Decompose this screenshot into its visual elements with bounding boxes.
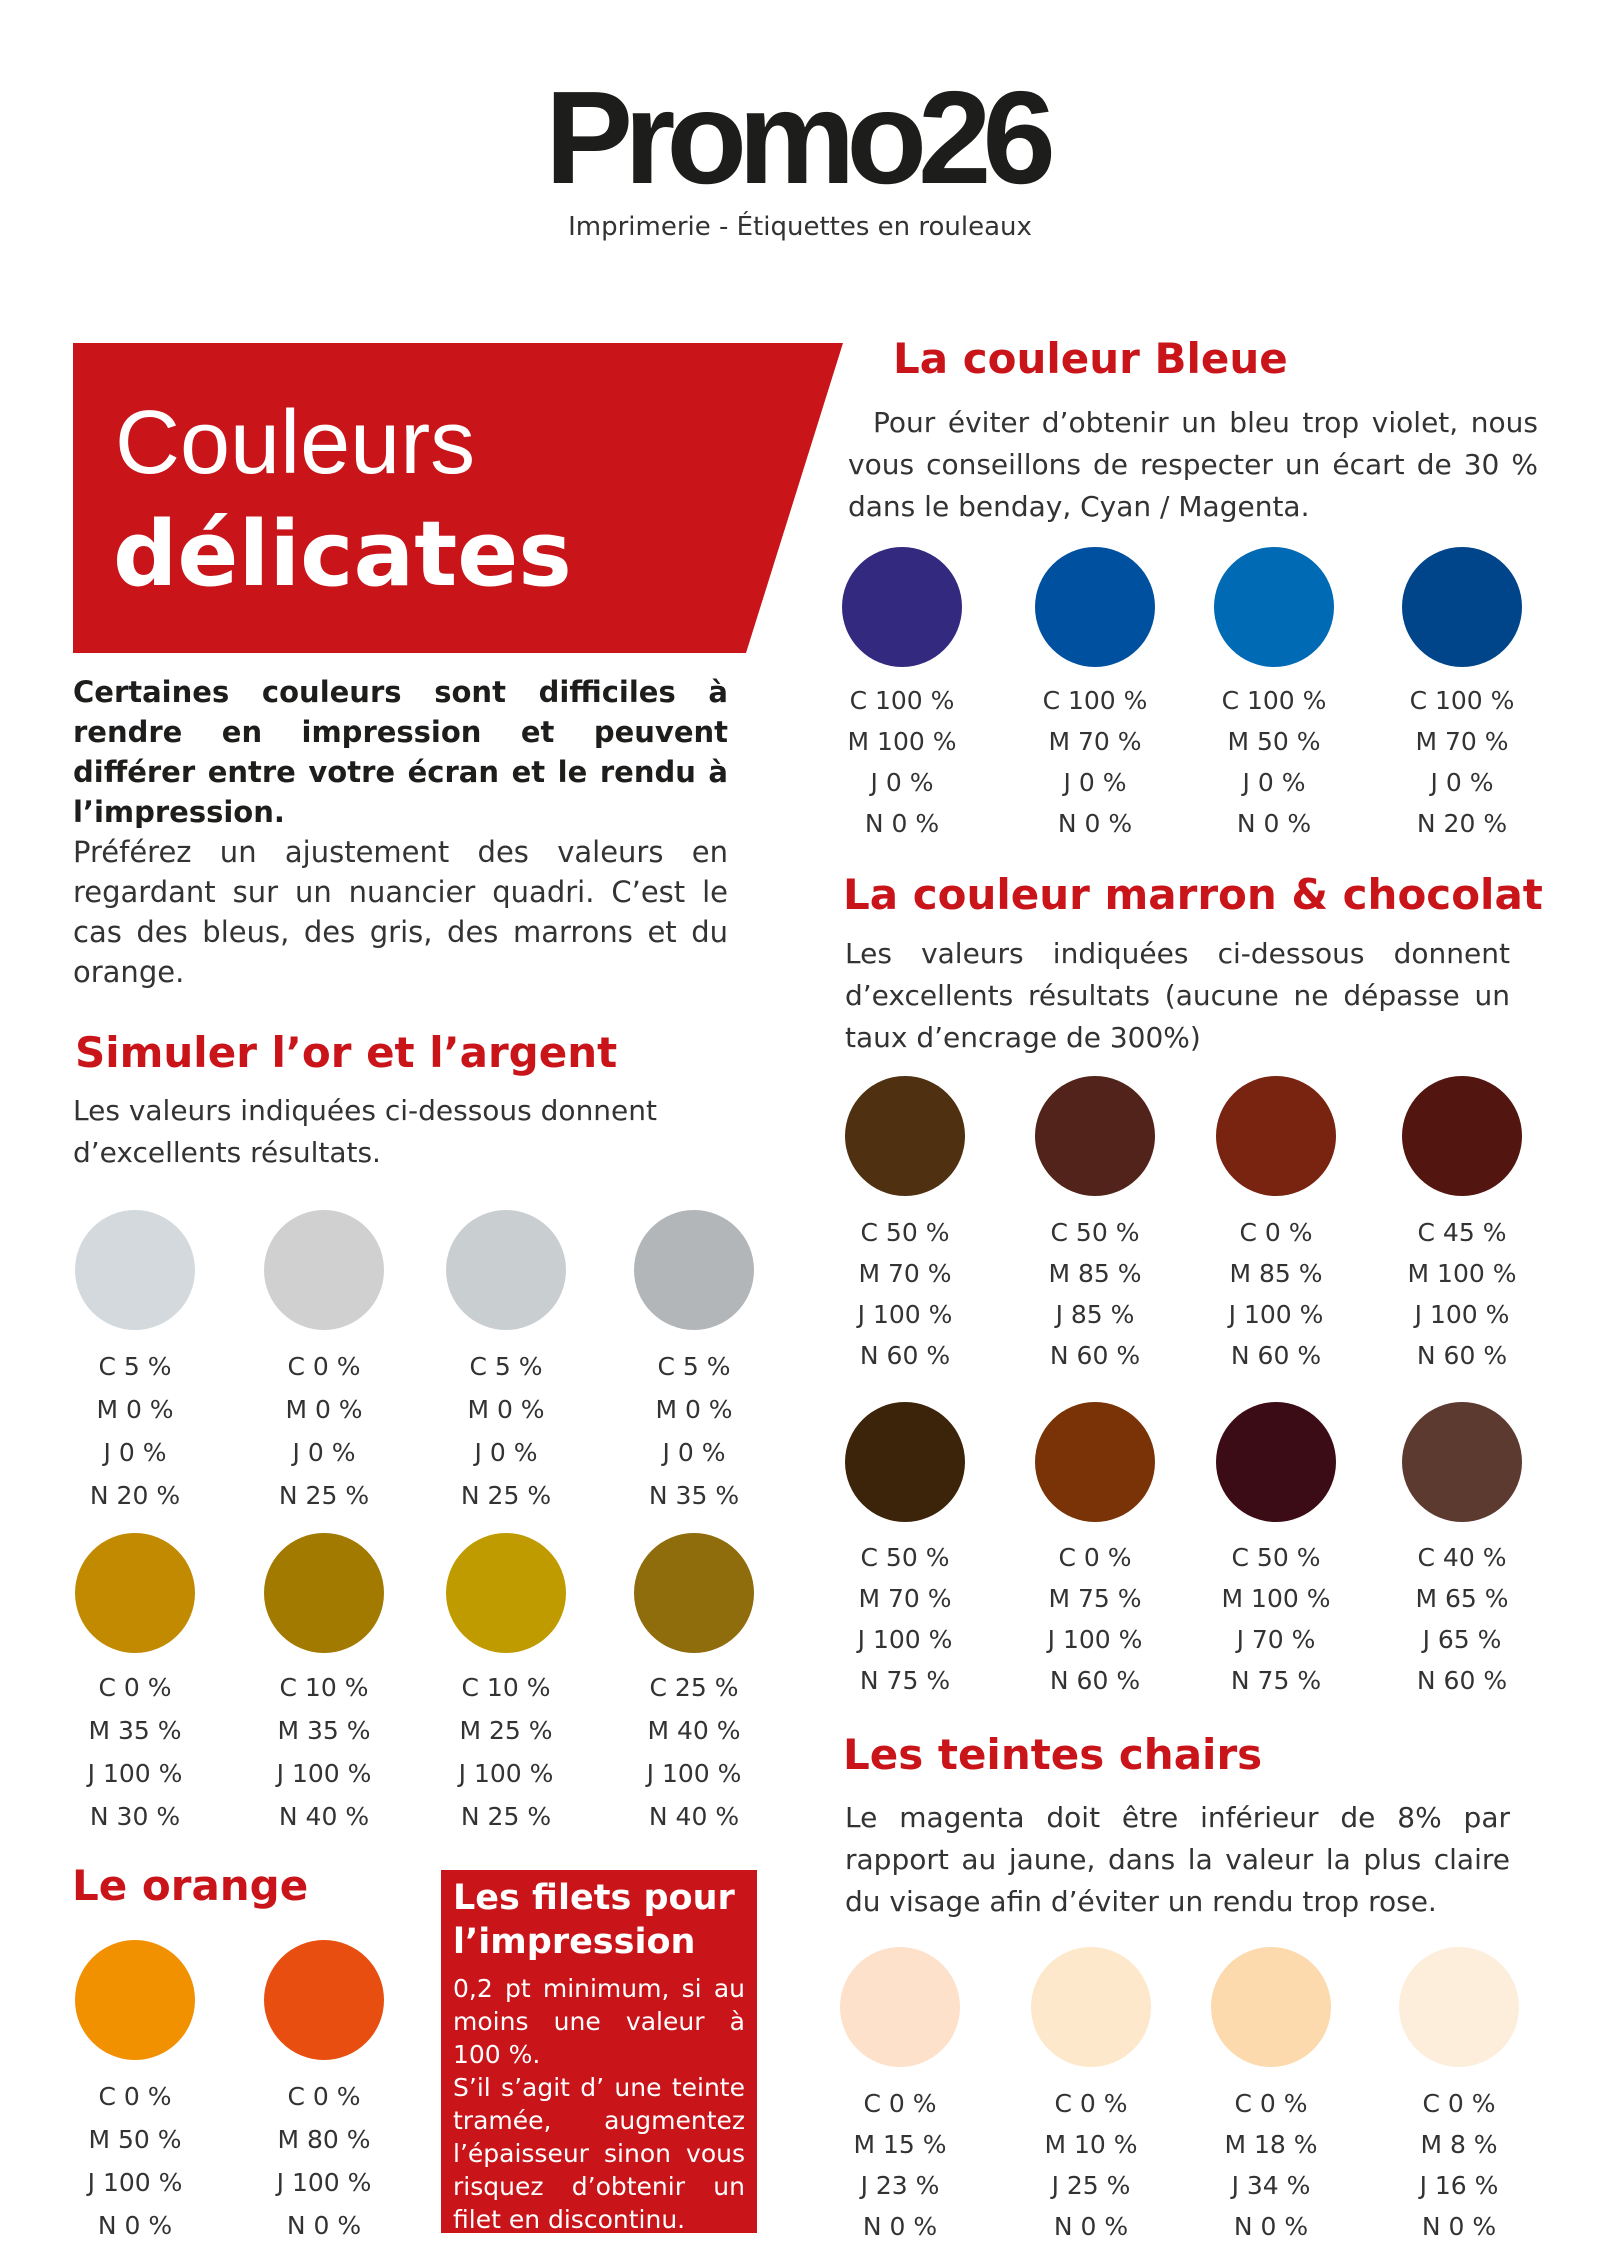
marron-swatch-label-m: M 100 % (1407, 1259, 1517, 1288)
or_argent-swatch-label-c: C 0 % (98, 1673, 172, 1702)
logo (545, 64, 1065, 211)
marron-swatch-label-n: N 75 % (1230, 1666, 1322, 1695)
marron-swatch-label-m: M 85 % (1229, 1259, 1323, 1288)
bleue-swatch-label-j: J 0 % (1430, 768, 1494, 797)
orange-swatch-label-j: J 100 % (87, 2168, 183, 2197)
chairs-swatch-label-m: M 18 % (1224, 2130, 1318, 2159)
or_argent-swatch-label-c: C 10 % (461, 1673, 551, 1702)
or_argent-swatch-label-n: N 35 % (648, 1481, 740, 1510)
chairs-swatch-label-n: N 0 % (1233, 2212, 1309, 2241)
or_argent-swatch-label-m: M 0 % (285, 1395, 363, 1424)
orange-swatch-label-n: N 0 % (286, 2211, 362, 2240)
filets-box (441, 1870, 757, 2233)
marron-swatch-label-c: C 40 % (1417, 1543, 1507, 1572)
orange-swatch-circle (75, 1940, 195, 2060)
bleue-swatch-label-m: M 70 % (1415, 727, 1509, 756)
marron-swatch-circle (1035, 1076, 1155, 1196)
marron-swatch-label-c: C 0 % (1058, 1543, 1132, 1572)
intro-bold: Certaines couleurs sont difficiles à rendre en impression et peuvent différer entre votre écran et le rendu à l’impression. (73, 675, 728, 829)
marron-swatch-label-j: J 65 % (1422, 1625, 1502, 1654)
marron-swatch-label-n: N 60 % (1230, 1341, 1322, 1370)
marron-swatch-label-m: M 70 % (858, 1584, 952, 1613)
marron-swatch-label-n: N 60 % (1416, 1666, 1508, 1695)
chairs-swatch-label-c: C 0 % (863, 2089, 937, 2118)
or_argent-swatch-label-j: J 0 % (662, 1438, 726, 1467)
chairs-swatch-circle (1399, 1947, 1519, 2067)
marron-swatch-label-j: J 70 % (1236, 1625, 1316, 1654)
text-chairs: Le magenta doit être inférieur de 8% par rapport au jaune, dans la valeur la plus claire du visage afin d’éviter un rendu trop rose. (845, 1801, 1510, 1918)
or_argent-swatch-label-m: M 35 % (88, 1716, 182, 1745)
or_argent-swatch-label-j: J 100 % (87, 1759, 183, 1788)
or_argent-swatch-label-m: M 0 % (96, 1395, 174, 1424)
or_argent-swatch-label-c: C 5 % (657, 1352, 731, 1381)
marron-swatch-label-j: J 85 % (1055, 1300, 1135, 1329)
or_argent-swatch-label-j: J 0 % (103, 1438, 167, 1467)
heading-orange: Le orange (72, 1861, 309, 1910)
orange-swatch-label-c: C 0 % (287, 2082, 361, 2111)
chairs-swatch-label-n: N 0 % (1421, 2212, 1497, 2241)
marron-swatch-circle (1035, 1402, 1155, 1522)
chairs-swatch-label-j: J 23 % (860, 2171, 940, 2200)
marron-swatch-label-c: C 50 % (1231, 1543, 1321, 1572)
marron-swatch-label-j: J 100 % (857, 1300, 953, 1329)
bleue-swatch-label-c: C 100 % (1042, 686, 1148, 715)
orange-swatch-label-m: M 50 % (88, 2125, 182, 2154)
orange-swatch-label-n: N 0 % (97, 2211, 173, 2240)
bleue-swatch-label-j: J 0 % (870, 768, 934, 797)
or_argent-swatch-label-j: J 100 % (458, 1759, 554, 1788)
banner-title-line1: Couleurs (115, 393, 476, 493)
chairs-swatch-circle (840, 1947, 960, 2067)
chairs-swatch-label-j: J 34 % (1231, 2171, 1311, 2200)
bleue-swatch-label-c: C 100 % (849, 686, 955, 715)
marron-swatch-label-j: J 100 % (1047, 1625, 1143, 1654)
or_argent-swatch-circle (75, 1210, 195, 1330)
marron-swatch-circle (1216, 1076, 1336, 1196)
or_argent-swatch-label-c: C 5 % (469, 1352, 543, 1381)
marron-swatch-label-j: J 100 % (1414, 1300, 1510, 1329)
bleue-swatch-label-m: M 100 % (847, 727, 957, 756)
marron-swatch-label-j: J 100 % (1228, 1300, 1324, 1329)
or_argent-swatch-label-c: C 0 % (287, 1352, 361, 1381)
orange-swatch-label-c: C 0 % (98, 2082, 172, 2111)
bleue-swatch-label-j: J 0 % (1242, 768, 1306, 797)
marron-swatch-label-j: J 100 % (857, 1625, 953, 1654)
marron-swatch-label-m: M 75 % (1048, 1584, 1142, 1613)
or_argent-swatch-label-m: M 0 % (467, 1395, 545, 1424)
bleue-swatch-label-j: J 0 % (1063, 768, 1127, 797)
marron-swatch-label-n: N 60 % (1049, 1341, 1141, 1370)
heading-bleue: La couleur Bleue (893, 334, 1288, 383)
chairs-swatch-label-c: C 0 % (1234, 2089, 1308, 2118)
or_argent-swatch-label-n: N 30 % (89, 1802, 181, 1831)
chairs-swatch-label-j: J 25 % (1051, 2171, 1131, 2200)
filets-text-1: 0,2 pt minimum, si au moins une valeur à 100 %. (453, 1974, 745, 2069)
or_argent-swatch-label-j: J 0 % (474, 1438, 538, 1467)
marron-swatch-circle (845, 1076, 965, 1196)
chairs-swatch-label-n: N 0 % (862, 2212, 938, 2241)
tagline: Imprimerie - Étiquettes en rouleaux (568, 212, 1032, 242)
bleue-swatch-label-n: N 0 % (864, 809, 940, 838)
or_argent-swatch-circle (264, 1210, 384, 1330)
or_argent-swatch-circle (634, 1533, 754, 1653)
marron-swatch-label-c: C 45 % (1417, 1218, 1507, 1247)
text-or-argent: Les valeurs indiquées ci-dessous donnent d’excellents résultats. (73, 1094, 658, 1169)
orange-swatch-label-j: J 100 % (276, 2168, 372, 2197)
bleue-swatch-label-m: M 70 % (1048, 727, 1142, 756)
or_argent-swatch-circle (264, 1533, 384, 1653)
marron-swatch-label-m: M 65 % (1415, 1584, 1509, 1613)
or_argent-swatch-label-c: C 5 % (98, 1352, 172, 1381)
marron-swatch-label-n: N 60 % (1416, 1341, 1508, 1370)
bleue-swatch-circle (1035, 547, 1155, 667)
bleue-swatch-label-n: N 0 % (1057, 809, 1133, 838)
marron-swatch-label-c: C 50 % (860, 1218, 950, 1247)
intro-normal: Préférez un ajustement des valeurs en regardant sur un nuancier quadri. C’est le cas des bleus, des gris, des marrons et du orange. (73, 835, 728, 989)
logo-text: Promo26 (545, 64, 1047, 211)
or_argent-swatch-circle (75, 1533, 195, 1653)
marron-swatch-label-m: M 85 % (1048, 1259, 1142, 1288)
bleue-swatch-circle (842, 547, 962, 667)
text-bleue: Pour éviter d’obtenir un bleu trop violet, nous vous conseillons de respecter un écart de 30 % dans le benday, Cyan / Magenta. (848, 406, 1538, 523)
orange-swatch-label-m: M 80 % (277, 2125, 371, 2154)
bleue-swatch-circle (1214, 547, 1334, 667)
bleue-swatch-label-c: C 100 % (1409, 686, 1515, 715)
or_argent-swatch-label-m: M 40 % (647, 1716, 741, 1745)
or_argent-swatch-label-n: N 20 % (89, 1481, 181, 1510)
bleue-swatch-label-n: N 0 % (1236, 809, 1312, 838)
chairs-swatch-label-c: C 0 % (1054, 2089, 1128, 2118)
bleue-swatch-label-n: N 20 % (1416, 809, 1508, 838)
filets-title: Les filets pour l’impression (453, 1878, 735, 1962)
heading-marron: La couleur marron & chocolat (843, 870, 1543, 919)
or_argent-swatch-label-c: C 10 % (279, 1673, 369, 1702)
or_argent-swatch-label-n: N 25 % (278, 1481, 370, 1510)
heading-chairs: Les teintes chairs (843, 1730, 1263, 1779)
marron-swatch-label-c: C 0 % (1239, 1218, 1313, 1247)
or_argent-swatch-label-n: N 40 % (648, 1802, 740, 1831)
chairs-swatch-label-c: C 0 % (1422, 2089, 1496, 2118)
or_argent-swatch-label-m: M 25 % (459, 1716, 553, 1745)
marron-swatch-label-m: M 100 % (1221, 1584, 1331, 1613)
bleue-swatch-circle (1402, 547, 1522, 667)
or_argent-swatch-circle (446, 1210, 566, 1330)
marron-swatch-circle (845, 1402, 965, 1522)
or_argent-swatch-label-m: M 0 % (655, 1395, 733, 1424)
or_argent-swatch-label-n: N 25 % (460, 1802, 552, 1831)
marron-swatch-label-c: C 50 % (860, 1543, 950, 1572)
or_argent-swatch-circle (446, 1533, 566, 1653)
filets-text-2: S’il s’agit d’ une teinte tramée, augmentez l’épaisseur sinon vous risquez d’obtenir un filet en discontinu. (453, 2073, 745, 2234)
bleue-swatch-label-m: M 50 % (1227, 727, 1321, 756)
marron-swatch-label-c: C 50 % (1050, 1218, 1140, 1247)
or_argent-swatch-label-j: J 100 % (646, 1759, 742, 1788)
marron-swatch-label-n: N 60 % (859, 1341, 951, 1370)
chairs-swatch-circle (1031, 1947, 1151, 2067)
marron-swatch-label-n: N 60 % (1049, 1666, 1141, 1695)
or_argent-swatch-label-n: N 40 % (278, 1802, 370, 1831)
or_argent-swatch-label-c: C 25 % (649, 1673, 739, 1702)
or_argent-swatch-circle (634, 1210, 754, 1330)
marron-swatch-label-m: M 70 % (858, 1259, 952, 1288)
marron-swatch-circle (1402, 1402, 1522, 1522)
or_argent-swatch-label-j: J 0 % (292, 1438, 356, 1467)
text-marron: Les valeurs indiquées ci-dessous donnent d’excellents résultats (aucune ne dépasse un taux d’encrage de 300%) (845, 937, 1510, 1054)
chairs-swatch-label-j: J 16 % (1419, 2171, 1499, 2200)
or_argent-swatch-label-m: M 35 % (277, 1716, 371, 1745)
heading-or-argent: Simuler l’or et l’argent (75, 1028, 618, 1077)
intro-text (73, 672, 728, 992)
chairs-swatch-label-m: M 10 % (1044, 2130, 1138, 2159)
banner-title-line2: délicates (113, 502, 572, 607)
marron-swatch-circle (1216, 1402, 1336, 1522)
chairs-swatch-label-m: M 15 % (853, 2130, 947, 2159)
chairs-swatch-label-m: M 8 % (1420, 2130, 1498, 2159)
chairs-swatch-circle (1211, 1947, 1331, 2067)
chairs-swatch-label-n: N 0 % (1053, 2212, 1129, 2241)
or_argent-swatch-label-j: J 100 % (276, 1759, 372, 1788)
orange-swatch-circle (264, 1940, 384, 2060)
marron-swatch-label-n: N 75 % (859, 1666, 951, 1695)
or_argent-swatch-label-n: N 25 % (460, 1481, 552, 1510)
marron-swatch-circle (1402, 1076, 1522, 1196)
bleue-swatch-label-c: C 100 % (1221, 686, 1327, 715)
